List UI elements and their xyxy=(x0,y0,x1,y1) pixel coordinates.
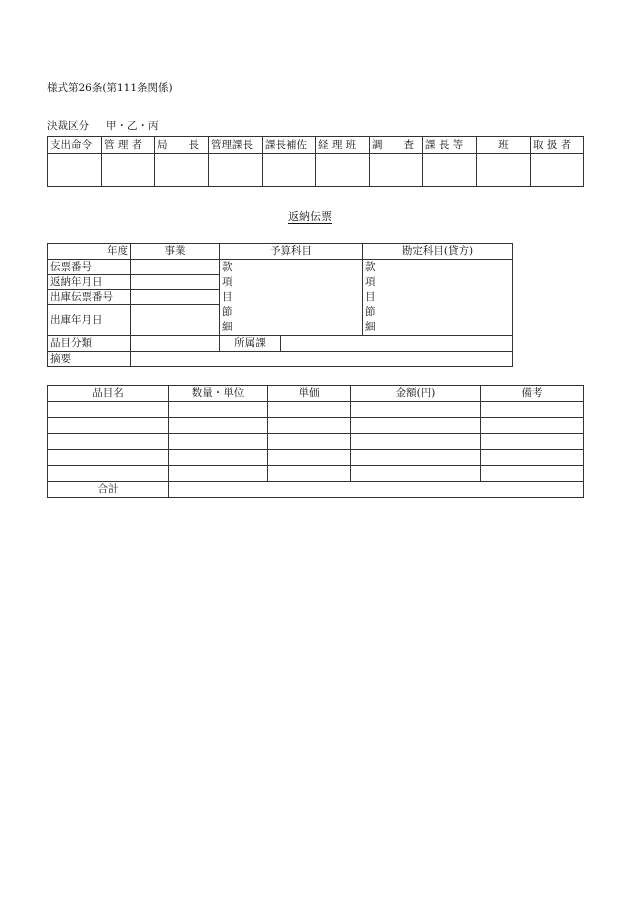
approval-header: 調 査 xyxy=(370,137,423,154)
remarks-header: 備考 xyxy=(481,386,584,402)
department-label: 所属課 xyxy=(220,336,281,352)
account-subitem: 目 xyxy=(365,291,376,303)
issue-date-value[interactable] xyxy=(131,305,220,336)
budget-subitem: 項 xyxy=(222,276,233,288)
amount-cell[interactable] xyxy=(351,402,481,418)
unit-price-cell[interactable] xyxy=(268,418,351,434)
unit-price-cell[interactable] xyxy=(268,450,351,466)
summary-value[interactable] xyxy=(131,352,513,367)
approval-stamp-cell[interactable] xyxy=(102,154,155,187)
approval-stamp-cell[interactable] xyxy=(370,154,423,187)
year-header: 年度 xyxy=(48,244,131,260)
amount-cell[interactable] xyxy=(351,450,481,466)
account-subitem: 項 xyxy=(365,276,376,288)
unit-price-cell[interactable] xyxy=(268,434,351,450)
approval-header: 取 扱 者 xyxy=(531,137,584,154)
issue-slip-number-label: 出庫伝票番号 xyxy=(48,290,131,305)
remarks-cell[interactable] xyxy=(481,434,584,450)
budget-subitem: 目 xyxy=(222,291,233,303)
approval-header: 局 長 xyxy=(155,137,209,154)
item-name-cell[interactable] xyxy=(48,402,169,418)
item-name-cell[interactable] xyxy=(48,418,169,434)
account-subitem: 款 xyxy=(365,261,376,273)
approval-stamp-cell[interactable] xyxy=(423,154,477,187)
remarks-cell[interactable] xyxy=(481,450,584,466)
quantity-unit-cell[interactable] xyxy=(169,466,268,482)
approval-stamp-cell[interactable] xyxy=(155,154,209,187)
return-date-value[interactable] xyxy=(131,275,220,290)
approval-stamp-cell[interactable] xyxy=(209,154,263,187)
account-subitems xyxy=(363,260,513,336)
total-label: 合計 xyxy=(48,482,169,498)
table-row xyxy=(48,434,584,450)
amount-cell[interactable] xyxy=(351,466,481,482)
remarks-cell[interactable] xyxy=(481,402,584,418)
approval-header: 班 xyxy=(477,137,531,154)
table-row xyxy=(48,450,584,466)
unit-price-cell[interactable] xyxy=(268,402,351,418)
item-name-cell[interactable] xyxy=(48,450,169,466)
budget-subitem: 節 xyxy=(222,306,233,318)
amount-cell[interactable] xyxy=(351,418,481,434)
account-subitem: 節 xyxy=(365,306,376,318)
return-date-label: 返納年月日 xyxy=(48,275,131,290)
approval-stamp-cell[interactable] xyxy=(263,154,316,187)
budget-header: 予算科目 xyxy=(220,244,363,260)
approval-header: 課長補佐 xyxy=(263,137,316,154)
category-value[interactable] xyxy=(131,336,220,352)
quantity-unit-cell[interactable] xyxy=(169,402,268,418)
approval-header: 支出命令 xyxy=(48,137,102,154)
approval-stamp-cell[interactable] xyxy=(477,154,531,187)
info-table xyxy=(47,243,513,367)
approval-table xyxy=(47,136,584,187)
item-name-header: 品目名 xyxy=(48,386,169,402)
unit-price-header: 単価 xyxy=(268,386,351,402)
quantity-unit-header: 数量・単位 xyxy=(169,386,268,402)
approval-header: 管 理 者 xyxy=(102,137,155,154)
remarks-cell[interactable] xyxy=(481,418,584,434)
category-label: 品目分類 xyxy=(48,336,131,352)
budget-subitem: 款 xyxy=(222,261,233,273)
issue-date-label: 出庫年月日 xyxy=(48,305,131,336)
department-value[interactable] xyxy=(281,336,513,352)
approval-header: 課 長 等 xyxy=(423,137,477,154)
amount-header: 金額(円) xyxy=(351,386,481,402)
items-table xyxy=(47,385,584,498)
item-name-cell[interactable] xyxy=(48,434,169,450)
total-value[interactable] xyxy=(169,482,584,498)
approval-header: 管理課長 xyxy=(209,137,263,154)
account-header: 勘定科目(貸方) xyxy=(363,244,513,260)
unit-price-cell[interactable] xyxy=(268,466,351,482)
slip-number-value[interactable] xyxy=(131,260,220,275)
quantity-unit-cell[interactable] xyxy=(169,418,268,434)
document-title: 返納伝票 xyxy=(288,210,332,223)
table-row xyxy=(48,402,584,418)
budget-subitem: 細 xyxy=(222,321,233,333)
project-header: 事業 xyxy=(131,244,220,260)
approval-stamp-cell[interactable] xyxy=(316,154,370,187)
quantity-unit-cell[interactable] xyxy=(169,450,268,466)
approval-header: 経 理 班 xyxy=(316,137,370,154)
approval-stamp-cell[interactable] xyxy=(531,154,584,187)
approval-stamp-cell[interactable] xyxy=(48,154,102,187)
slip-number-label: 伝票番号 xyxy=(48,260,131,275)
amount-cell[interactable] xyxy=(351,434,481,450)
approval-class-value: 甲・乙・丙 xyxy=(106,120,159,132)
table-row xyxy=(48,466,584,482)
summary-label: 摘要 xyxy=(48,352,131,367)
account-subitem: 細 xyxy=(365,321,376,333)
approval-class-label: 決裁区分 xyxy=(47,120,89,132)
item-name-cell[interactable] xyxy=(48,466,169,482)
quantity-unit-cell[interactable] xyxy=(169,434,268,450)
issue-slip-number-value[interactable] xyxy=(131,290,220,305)
budget-subitems xyxy=(220,260,363,336)
remarks-cell[interactable] xyxy=(481,466,584,482)
form-label: 様式第26条(第111条関係) xyxy=(47,82,173,94)
table-row xyxy=(48,418,584,434)
